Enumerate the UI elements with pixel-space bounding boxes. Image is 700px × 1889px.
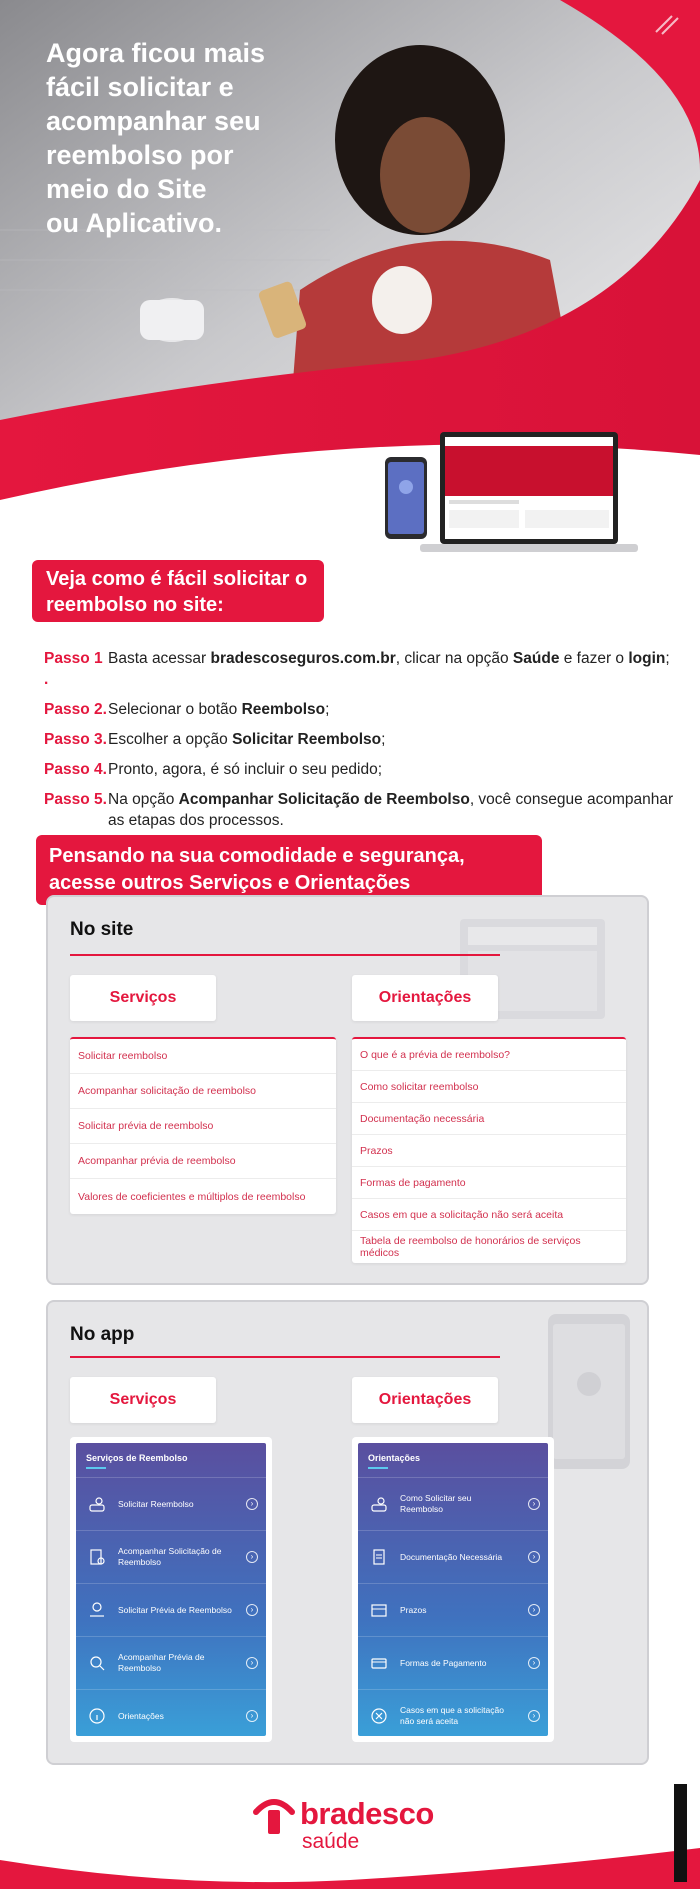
app-menu-label: Acompanhar Solicitação de Reembolso	[118, 1546, 222, 1567]
chevron-right-icon: ›	[246, 1710, 258, 1722]
bradesco-tree-icon	[250, 1790, 298, 1838]
list-item[interactable]: Valores de coeficientes e múltiplos de reembolso	[78, 1190, 306, 1203]
step-item	[44, 789, 674, 831]
payment-icon	[370, 1654, 388, 1672]
chevron-right-icon: ›	[246, 1604, 258, 1616]
site-services-tab[interactable]: Serviços	[70, 975, 216, 1021]
brand-name: bradesco	[300, 1796, 434, 1831]
bradesco-saude-logo	[250, 1788, 450, 1858]
list-item[interactable]: Documentação necessária	[352, 1103, 626, 1135]
hand-coin-icon	[88, 1601, 106, 1619]
phone-screenshot-icon	[548, 1314, 633, 1474]
hand-money-icon	[370, 1495, 388, 1513]
app-menu-item[interactable]	[76, 1530, 266, 1583]
document-icon	[370, 1548, 388, 1566]
services-section-title: Pensando na sua comodidade e segurança, acesse outros Serviços e Orientações	[36, 835, 542, 905]
list-item[interactable]: Acompanhar prévia de reembolso	[70, 1144, 336, 1179]
chevron-right-icon: ›	[246, 1551, 258, 1563]
app-menu-label: Como Solicitar seu Reembolso	[400, 1493, 472, 1514]
brand-subname: saúde	[302, 1830, 360, 1853]
step-item	[44, 759, 674, 780]
chevron-right-icon: ›	[528, 1551, 540, 1563]
step-item	[44, 729, 674, 750]
list-item[interactable]: Solicitar prévia de reembolso	[70, 1109, 336, 1144]
info-icon	[88, 1707, 106, 1725]
app-guidance-tab[interactable]: Orientações	[352, 1377, 498, 1423]
app-menu-label: Acompanhar Prévia de Reembolso	[118, 1652, 205, 1673]
app-menu-item[interactable]	[358, 1583, 548, 1636]
list-item[interactable]: Como solicitar reembolso	[352, 1071, 626, 1103]
site-section-title: Veja como é fácil solicitar o reembolso no site:	[32, 560, 324, 622]
app-services-title: Serviços de Reembolso	[86, 1453, 188, 1463]
list-item[interactable]: Prazos	[352, 1135, 626, 1167]
list-item[interactable]: Formas de pagamento	[352, 1167, 626, 1199]
chevron-right-icon: ›	[246, 1498, 258, 1510]
hero-title: Agora ficou mais fácil solicitar e acompanhar seu reembolso por meio do Site ou Aplicativo.	[46, 38, 266, 238]
app-menu-label: Documentação Necessária	[400, 1551, 503, 1562]
cancel-icon	[370, 1707, 388, 1725]
step-number: Passo 1 .	[44, 650, 103, 688]
step-text: Pronto, agora, é só incluir o seu pedido;	[108, 761, 383, 778]
step-text: Escolher a opção Solicitar Reembolso;	[108, 731, 386, 748]
no-app-heading: No app	[70, 1324, 135, 1345]
chevron-right-icon: ›	[528, 1657, 540, 1669]
list-item[interactable]: Acompanhar solicitação de reembolso	[70, 1074, 336, 1109]
app-menu-item[interactable]	[76, 1477, 266, 1530]
list-item[interactable]: O que é a prévia de reembolso?	[352, 1039, 626, 1071]
chevron-right-icon: ›	[246, 1657, 258, 1669]
magnifier-icon	[88, 1654, 106, 1672]
app-services-tab[interactable]: Serviços	[70, 1377, 216, 1423]
list-item[interactable]: Solicitar reembolso	[70, 1039, 336, 1074]
chevron-right-icon: ›	[528, 1710, 540, 1722]
app-guidance-title: Orientações	[368, 1453, 421, 1463]
chevron-right-icon: ›	[528, 1498, 540, 1510]
no-site-panel	[46, 895, 649, 1285]
no-app-rule	[70, 1356, 500, 1358]
app-title-underline	[368, 1467, 388, 1469]
no-site-rule	[70, 954, 500, 956]
document-search-icon	[88, 1548, 106, 1566]
app-menu-item[interactable]	[358, 1636, 548, 1689]
ans-registration-badge	[674, 1784, 687, 1882]
step-number: Passo 5.	[44, 791, 107, 808]
hand-money-icon	[88, 1495, 106, 1513]
app-menu-item[interactable]	[358, 1530, 548, 1583]
app-menu-label: Casos em que a solicitação não será aceita	[400, 1705, 504, 1726]
list-item[interactable]: Casos em que a solicitação não será aceita	[352, 1199, 626, 1231]
chevron-right-icon: ›	[528, 1604, 540, 1616]
step-text: Selecionar o botão Reembolso;	[108, 701, 330, 718]
app-menu-label: Orientações	[118, 1710, 164, 1721]
no-site-heading: No site	[70, 919, 134, 940]
app-menu-item[interactable]	[76, 1636, 266, 1689]
devices-illustration	[385, 432, 655, 567]
app-menu-item[interactable]	[358, 1689, 548, 1736]
step-item	[44, 648, 674, 690]
app-services-screen	[70, 1437, 272, 1742]
app-menu-item[interactable]	[76, 1583, 266, 1636]
step-text: Na opção Acompanhar Solicitação de Reembolso, você consegue acompanhar as etapas dos processos.	[108, 791, 674, 829]
app-menu-item[interactable]	[76, 1689, 266, 1736]
site-guidance-list	[352, 1037, 626, 1263]
no-app-panel	[46, 1300, 649, 1765]
app-menu-label: Formas de Pagamento	[400, 1657, 487, 1668]
steps-list	[44, 648, 674, 840]
hero-banner	[0, 0, 700, 500]
step-number: Passo 2.	[44, 701, 107, 718]
step-text: Basta acessar bradescoseguros.com.br, clicar na opção Saúde e fazer o login;	[108, 650, 670, 667]
app-menu-label: Solicitar Reembolso	[118, 1498, 194, 1509]
app-guidance-screen	[352, 1437, 554, 1742]
calendar-icon	[370, 1601, 388, 1619]
app-menu-item[interactable]	[358, 1477, 548, 1530]
step-item	[44, 699, 674, 720]
step-number: Passo 4.	[44, 761, 107, 778]
app-menu-label: Prazos	[400, 1604, 427, 1615]
site-services-list	[70, 1037, 336, 1214]
app-menu-label: Solicitar Prévia de Reembolso	[118, 1604, 232, 1615]
step-number: Passo 3.	[44, 731, 107, 748]
list-item[interactable]: Tabela de reembolso de honorários de serviços médicos	[360, 1235, 581, 1259]
brand-mark-icon	[652, 10, 682, 40]
site-guidance-tab[interactable]: Orientações	[352, 975, 498, 1021]
app-title-underline	[86, 1467, 106, 1469]
